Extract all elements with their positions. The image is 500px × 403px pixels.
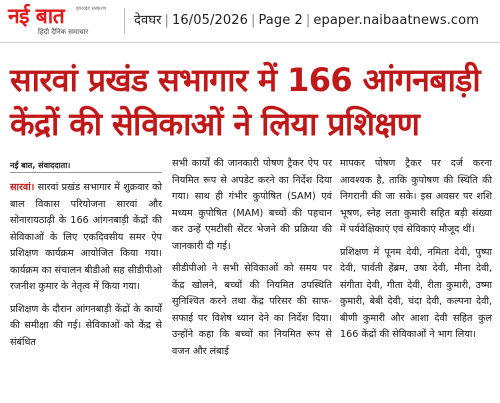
edition-meta xyxy=(134,10,479,28)
edition-city: देवघर xyxy=(134,13,162,28)
newspaper-logo[interactable] xyxy=(8,4,120,38)
logo-text: नई बात xyxy=(8,4,65,28)
masthead-bar xyxy=(0,0,500,43)
paragraph: प्रशिक्षण में पूनम देवी, नमिता देवी, पुष्पा देवी, पार्वती हेंब्रम, उषा देवी, मीना देवी, संगीता देवी, गीता देवी, रीता कुमारी, उष्मा कुमारी, बेबी देवी, चंदा देवी, कल्पना देवी, बीणी कुमारी और आशा देवी सहित कुल 166 केंद्रों की सेविकाओं ने भाग लिया। xyxy=(340,246,492,340)
logo-tagline: हिंदी दैनिक समाचार xyxy=(38,28,89,36)
dateline: सारवां। xyxy=(10,182,35,193)
page-number: Page 2 xyxy=(258,13,303,28)
meta-separator: | xyxy=(305,13,311,28)
article-column-1 xyxy=(10,180,162,357)
byline-rule xyxy=(10,172,162,173)
headline-line-1: सारवां प्रखंड सभागार में 166 आंगनबाड़ी xyxy=(10,61,481,99)
logo-superscript: झारखंड संस्करण xyxy=(76,6,107,12)
edition-date: 16/05/2026 xyxy=(172,13,248,28)
paragraph: प्रशिक्षण के दौरान आंगनबाड़ी केंद्रों के कार्यों की समीक्षा की गई। सेविकाओं को केंद्र से संबंधित xyxy=(10,303,162,348)
paragraph: सभी कार्यों की जानकारी पोषण ट्रैकर ऐप पर नियमित रूप से अपडेट करने का निर्देश दिया गया। साथ ही गंभीर कुपोषित (SAM) एवं मध्यम कुपोषित (MAM) बच्चों की पहचान कर उन्हें एमटीसी सेंटर भेजने की प्रक्रिया की जानकारी दी गई। xyxy=(172,158,332,252)
meta-separator: | xyxy=(250,13,256,28)
article-column-3 xyxy=(340,156,492,350)
meta-separator: | xyxy=(164,13,170,28)
article-column-2 xyxy=(172,156,332,366)
byline: नई बात, संवाददाता। xyxy=(10,161,71,170)
headline-line-2: केंद्रों की सेविकाओं ने लिया प्रशिक्षण xyxy=(10,105,420,143)
header-divider xyxy=(124,8,125,34)
paragraph xyxy=(10,180,162,296)
paragraph-text: सारवां प्रखंड सभागार में शुक्रवार को बाल विकास परियोजना सारवां और सोनारायठाढ़ी के 166 आंगनबाड़ी केंद्रों की सेविकाओं के लिए एकदिवसीय समर ऐप प्रशिक्षण कार्यक्रम आयोजित किया गया। कार्यक्रम का संचालन बीडीओ सह सीडीपीओ रजनीश कुमार के नेतृत्व में किया गया। xyxy=(10,182,162,292)
paragraph: मापकर पोषण ट्रैकर पर दर्ज करना आवश्यक है, ताकि कुपोषण की स्थिति की निगरानी की जा सके। इस अवसर पर शशि भूषण, स्नेह लता कुमारी सहित बड़ी संख्या में पर्यवेक्षिकाएं एवं सेविकाएं मौजूद थीं। xyxy=(340,158,492,235)
epaper-url[interactable]: epaper.naibaatnews.com xyxy=(313,13,479,28)
article-headline xyxy=(10,58,494,146)
paragraph: सीडीपीओ ने सभी सेविकाओं को समय पर केंद्र खोलने, बच्चों की नियमित उपस्थिति सुनिश्चित करने तथा केंद्र परिसर की साफ-सफाई पर विशेष ध्यान देने का निर्देश दिया। उन्होंने कहा कि बच्चों का नियमित रूप से वजन और लंबाई xyxy=(172,263,332,357)
